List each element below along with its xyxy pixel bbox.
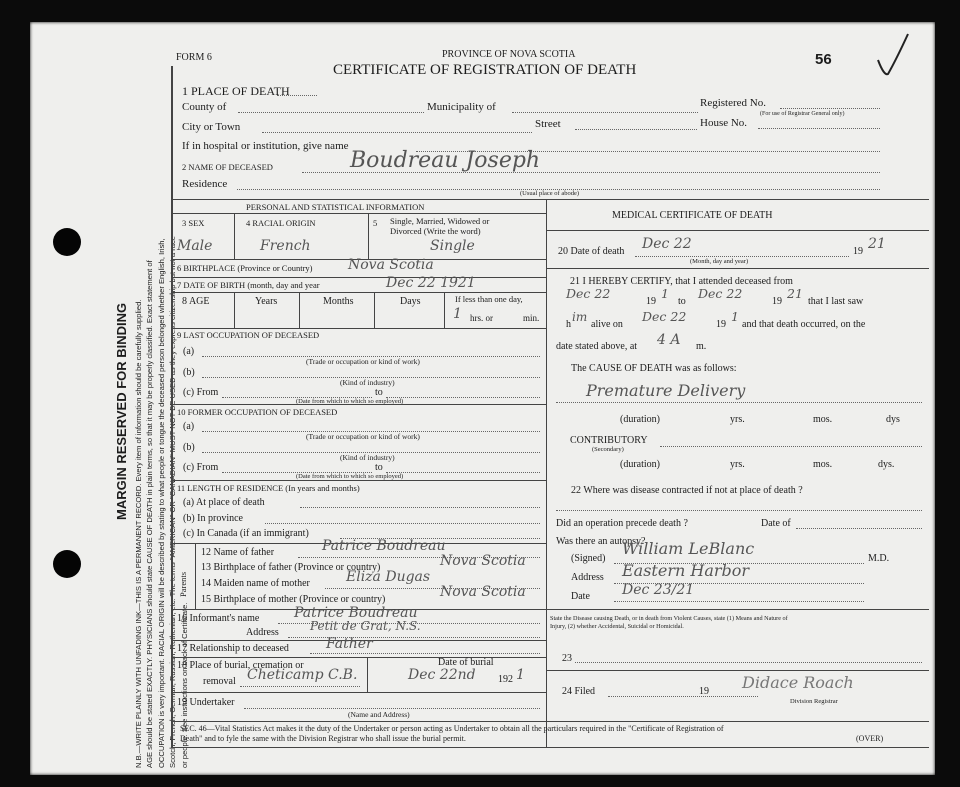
rule [195, 543, 196, 609]
margin-line: Scotch, French, German, Russian, Ruthenian, etc. The terms "AMERICAN" OR "CANADIAN" MUST NOT BE USED as they express citizenship but not a race [168, 236, 178, 768]
cert-date: Dec 23/21 [622, 582, 695, 598]
rule [171, 292, 546, 293]
former-dates-note: (Date from which to which so employed) [296, 473, 404, 480]
age-label: 8 AGE [182, 296, 210, 307]
autopsy-label: Was there an autopsy? [556, 536, 646, 547]
alive-19: 19 [716, 319, 726, 330]
burial-place: Cheticamp C.B. [247, 667, 358, 683]
rule [556, 402, 922, 403]
hrs-label: hrs. or [470, 313, 493, 323]
municipality-label: Municipality of [427, 101, 496, 113]
father-birthplace-label: 13 Birthplace of father (Province or country) [201, 562, 381, 573]
footer-line-1: SEC. 46—Vital Statistics Act makes it the duty of the Undertaker or person acting as Undertaker to obtain all the particulars required in the "Certificate of Registration of [180, 724, 724, 733]
last-occupation-heading: 9 LAST OCCUPATION OF DECEASED [177, 330, 320, 340]
rule [368, 213, 369, 259]
rule [240, 686, 360, 687]
rule [608, 696, 758, 697]
attended-from: Dec 22 [566, 286, 611, 301]
secondary-note: (Secondary) [592, 446, 624, 453]
rule [758, 128, 880, 129]
death-year: 21 [868, 236, 886, 252]
margin-line: or people. See instructions on back of Certificate. [179, 602, 189, 768]
cause-duration: (duration) [620, 414, 660, 425]
margin-instructions [133, 236, 190, 768]
residence-note: (Usual place of abode) [520, 190, 580, 197]
dates-note: (Date from which to which so employed) [296, 398, 404, 405]
former-a: (a) [183, 421, 195, 432]
q23-label: 23 [562, 653, 572, 664]
burial-date-label: Date of burial [438, 657, 494, 668]
column-divider [546, 199, 547, 747]
death-occurred-label: and that death occurred, on the [742, 319, 866, 330]
rule [262, 132, 532, 133]
contrib-dys: dys. [878, 459, 895, 470]
rule [265, 523, 540, 524]
rule [546, 609, 929, 610]
racial-value: French [260, 238, 311, 254]
registrar-signature: Didace Roach [742, 673, 854, 692]
months-label: Months [323, 296, 354, 307]
contributory-label: CONTRIBUTORY [570, 435, 648, 446]
burial-label-1: 18 Place of burial, cremation or [177, 660, 304, 671]
residence-a: (a) At place of death [183, 497, 265, 508]
time-m: m. [696, 341, 707, 352]
age-hours-value: 1 [453, 306, 462, 322]
check-mark-icon [874, 30, 914, 80]
rule [234, 292, 235, 328]
him-prefix: h [566, 319, 571, 330]
min-label: min. [523, 313, 540, 323]
relationship-label: 17 Relationship to deceased [177, 643, 289, 654]
father-label: 12 Name of father [201, 547, 275, 558]
residence-length-heading: 11 LENGTH OF RESIDENCE (In years and months) [177, 483, 360, 493]
rule [575, 662, 922, 663]
parents-side-label: Parents [178, 571, 188, 597]
days-label: Days [400, 296, 421, 307]
death-date-label: 20 Date of death [558, 246, 625, 257]
rule [512, 112, 698, 113]
former-trade-note: (Trade or occupation or kind of work) [306, 432, 420, 441]
house-no-label: House No. [700, 117, 748, 129]
rule [171, 692, 546, 693]
rule [277, 95, 317, 96]
undertaker-label: 19 Undertaker [177, 697, 235, 708]
rule [546, 268, 929, 269]
rule [386, 472, 540, 473]
physician-address: Eastern Harbor [622, 561, 750, 580]
from-19: 19 [646, 296, 656, 307]
cause-of-death: Premature Delivery [586, 381, 746, 400]
burial-date: Dec 22nd [408, 667, 476, 683]
form-number: FORM 6 [176, 52, 212, 63]
mother-label: 14 Maiden name of mother [201, 578, 310, 589]
father-birthplace: Nova Scotia [440, 553, 526, 569]
rule [171, 328, 546, 329]
undertaker-note: (Name and Address) [348, 710, 410, 719]
former-to: to [375, 462, 383, 473]
rule [614, 601, 864, 602]
over-label: (OVER) [856, 734, 884, 743]
binding-hole-bottom [53, 550, 81, 578]
rule [546, 721, 929, 722]
occ-to: to [375, 387, 383, 398]
trade-note: (Trade or occupation or kind of work) [306, 357, 420, 366]
city-label: City or Town [182, 121, 241, 133]
last-saw-label: that I last saw [808, 296, 864, 307]
marital-no: 5 [373, 218, 378, 228]
years-label: Years [255, 296, 278, 307]
less-than-day-label: If less than one day, [455, 294, 523, 304]
margin-line: OCCUPATION is very important. RACIAL ORIGIN will be described by stating to what people or tongue the deceased person belonged whether English, Irish, [156, 238, 166, 768]
registrar-label: Division Registrar [790, 698, 838, 705]
rule [302, 172, 880, 173]
informant-label: 16 Informant's name [177, 613, 260, 624]
rule [660, 446, 922, 447]
rule [244, 708, 540, 709]
to-19: 19 [772, 296, 782, 307]
marital-label-1: Single, Married, Widowed or [390, 216, 490, 226]
province-heading: PROVINCE OF NOVA SCOTIA [442, 49, 576, 60]
cert-date-label: Date [571, 591, 590, 602]
rule [367, 657, 368, 692]
cause-dys: dys [886, 414, 900, 425]
informant-address-label: Address [246, 627, 279, 638]
rule [171, 480, 546, 481]
marital-label-2: Divorced (Write the word) [390, 226, 481, 236]
registered-no-label: Registered No. [700, 97, 766, 109]
alive-year: 1 [731, 309, 739, 324]
father-name: Patrice Boudreau [322, 538, 446, 554]
rule [171, 213, 546, 214]
contrib-duration: (duration) [620, 459, 660, 470]
margin-line: N.B.—WRITE PLAINLY WITH UNFADING INK—THIS IS A PERMANENT RECORD. Every item of information should be carefully supplied. [134, 299, 143, 768]
rule [546, 670, 929, 671]
rule [444, 292, 445, 328]
attended-to-label: to [678, 296, 686, 307]
filed-label: 24 Filed [562, 686, 596, 697]
rule [635, 256, 849, 257]
margin-line: AGE should be stated EXACTLY. PHYSICIANS should state CAUSE OF DEATH in plain terms, so that it may be properly classified. Exact statement of [145, 260, 155, 768]
frame-left [171, 66, 173, 747]
mother-birthplace: Nova Scotia [440, 584, 526, 600]
cause-mos: mos. [813, 414, 833, 425]
alive-on-label: alive on [591, 319, 623, 330]
rule [171, 277, 546, 278]
residence-label: Residence [182, 178, 228, 190]
registrar-note: (For use of Registrar General only) [760, 111, 845, 117]
rule [556, 510, 922, 511]
deceased-name-label: 2 NAME OF DECEASED [182, 162, 273, 172]
burial-label-2: removal [203, 676, 236, 687]
rule [171, 199, 929, 200]
marital-value: Single [430, 238, 475, 254]
certificate-paper [30, 22, 935, 775]
page-number: 56 [815, 51, 832, 68]
personal-heading: PERSONAL AND STATISTICAL INFORMATION [246, 202, 425, 212]
binding-hole-top [53, 228, 81, 256]
death-time: 4 A [657, 332, 681, 348]
alive-on-date: Dec 22 [642, 309, 687, 324]
q22-label: 22 Where was disease contracted if not at place of death ? [571, 485, 803, 496]
contrib-yrs: yrs. [730, 459, 745, 470]
occ-b: (b) [183, 367, 195, 378]
mother-birthplace-label: 15 Birthplace of mother (Province or country) [201, 594, 386, 605]
page-title: CERTIFICATE OF REGISTRATION OF DEATH [333, 62, 637, 78]
sex-label: 3 SEX [182, 218, 205, 228]
industry-note: (Kind of industry) [340, 378, 395, 387]
rule [238, 112, 424, 113]
informant-address: Petit de Grat, N.S. [310, 619, 421, 633]
death-date-note: (Month, day and year) [690, 258, 749, 265]
cause-label: The CAUSE OF DEATH was as follows: [571, 363, 737, 374]
county-label: County of [182, 101, 227, 113]
rule [575, 129, 697, 130]
rule [234, 213, 235, 259]
former-occupation-heading: 10 FORMER OCCUPATION OF DECEASED [177, 407, 338, 417]
informant-name: Patrice Boudreau [294, 605, 418, 621]
state-note-1: State the Disease causing Death, or in death from Violent Causes, state (1) Means and Nature of [550, 615, 788, 622]
rule [171, 721, 546, 722]
signed-label: (Signed) [571, 553, 606, 564]
cause-yrs: yrs. [730, 414, 745, 425]
death-year-prefix: 19 [853, 246, 863, 257]
former-b: (b) [183, 442, 195, 453]
rule [780, 108, 880, 109]
birthplace-label: 6 BIRTHPLACE (Province or Country) [177, 263, 313, 273]
attended-to-year: 21 [787, 286, 803, 301]
rule [171, 404, 546, 405]
certify-line: 21 I HEREBY CERTIFY, that I attended deceased from [570, 276, 793, 287]
relationship-value: Father [326, 636, 373, 652]
occ-c-from: (c) From [183, 387, 219, 398]
state-note-2: Injury, (2) whether Accidental, Suicidal or Homicidal. [550, 623, 684, 630]
residence-b: (b) In province [183, 513, 243, 524]
dob-label: 7 DATE OF BIRTH (month, day and year [177, 280, 320, 290]
burial-year-prefix: 192 [498, 674, 513, 685]
racial-label: 4 RACIAL ORIGIN [246, 218, 316, 228]
operation-label: Did an operation precede death ? [556, 518, 688, 529]
burial-year: 1 [516, 667, 525, 683]
attended-from-year: 1 [661, 286, 669, 301]
rule [300, 507, 540, 508]
date-of-label: Date of [761, 518, 791, 529]
md-label: M.D. [868, 553, 890, 564]
attended-to: Dec 22 [698, 286, 743, 301]
him-handwritten: im [572, 310, 588, 324]
footer-line-2: Death" and to fyle the same with the Division Registrar who shall issue the burial permit. [180, 734, 466, 743]
rule [299, 292, 300, 328]
medical-heading: MEDICAL CERTIFICATE OF DEATH [612, 210, 773, 221]
rule [796, 528, 922, 529]
street-label: Street [535, 118, 561, 130]
dob-value: Dec 22 1921 [386, 275, 476, 291]
rule [546, 230, 929, 231]
margin-title: MARGIN RESERVED FOR BINDING [114, 302, 129, 520]
rule [374, 292, 375, 328]
frame-bottom [171, 747, 929, 748]
residence-c: (c) In Canada (if an immigrant) [183, 528, 309, 539]
filed-19: 19 [699, 686, 709, 697]
hospital-label: If in hospital or institution, give name [182, 140, 349, 152]
death-date: Dec 22 [642, 236, 692, 252]
contrib-mos: mos. [813, 459, 833, 470]
rule [386, 397, 540, 398]
place-of-death-heading: 1 PLACE OF DEATH [182, 84, 290, 98]
former-c-from: (c) From [183, 462, 219, 473]
date-stated-label: date stated above, at [556, 341, 638, 352]
physician-signature: William LeBlanc [622, 539, 755, 558]
deceased-name: Boudreau Joseph [350, 148, 541, 173]
birthplace-value: Nova Scotia [348, 257, 434, 273]
rule [310, 653, 540, 654]
mother-name: Eliza Dugas [346, 569, 431, 585]
sex-value: Male [177, 238, 213, 254]
physician-address-label: Address [571, 572, 604, 583]
occ-a: (a) [183, 346, 195, 357]
former-industry-note: (Kind of industry) [340, 453, 395, 462]
